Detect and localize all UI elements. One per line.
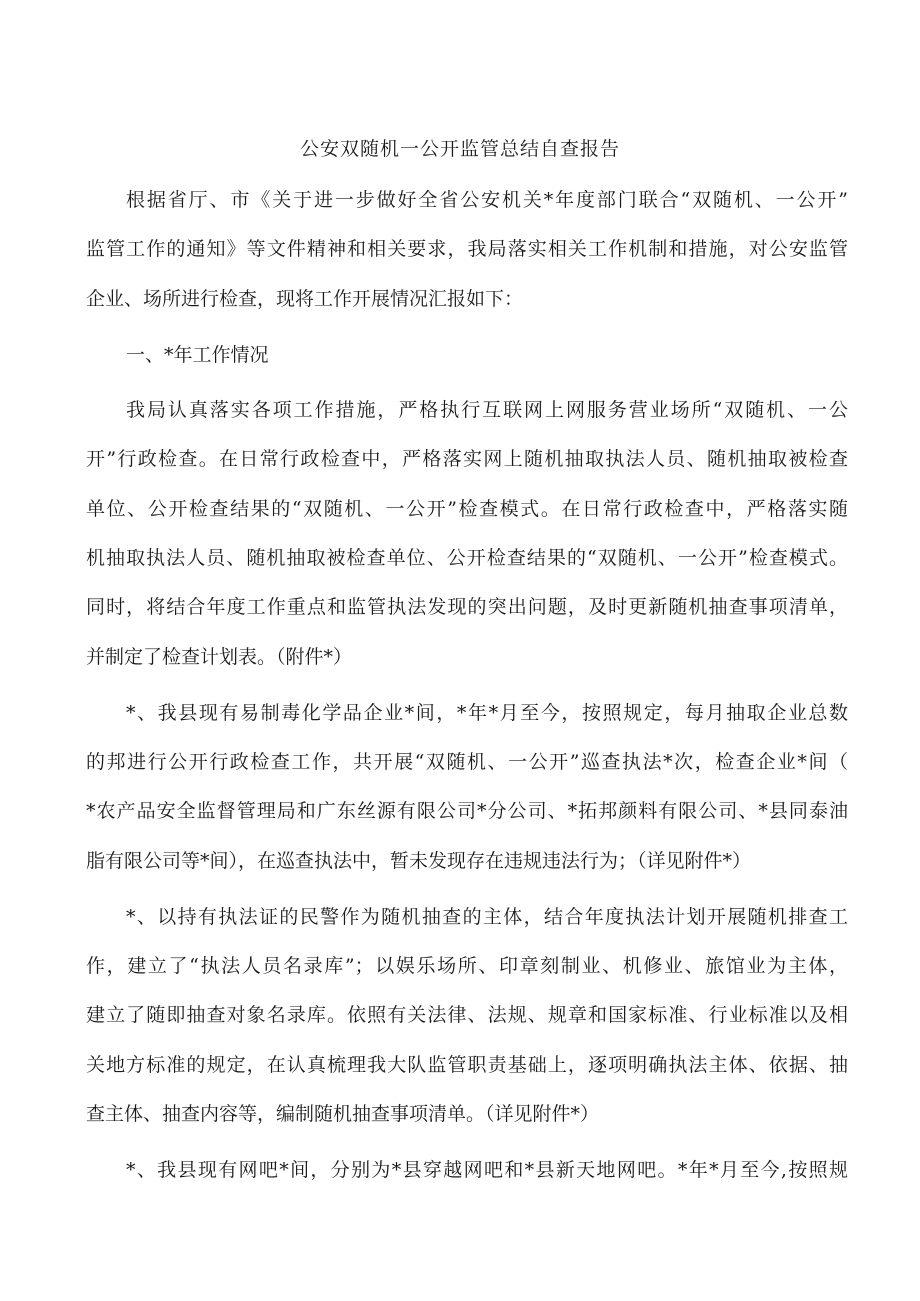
paragraph-3-line-2: 开”行政检查。在日常行政检查中，严格落实网上随机抽取执法人员、随机抽取被检查 xyxy=(86,448,848,470)
paragraph-3-line-4: 机抽取执法人员、随机抽取被检查单位、公开检查结果的“双随机、一公开”检查模式。 xyxy=(86,547,848,569)
paragraph-1-line-3: 企业、场所进行检查，现将工作开展情况汇报如下： xyxy=(86,288,524,310)
paragraph-3-line-1: 我局认真落实各项工作措施，严格执行互联网上网服务营业场所“双随机、一公 xyxy=(126,399,848,421)
paragraph-4-line-3: *农产品安全监督管理局和广东丝源有限公司*分公司、*拓邦颜料有限公司、*县同泰油 xyxy=(86,800,848,822)
paragraph-6-line-1: *、我县现有网吧*间，分别为*县穿越网吧和*县新天地网吧。*年*月至今,按照规 xyxy=(126,1159,848,1181)
paragraph-5-line-4: 关地方标准的规定，在认真梳理我大队监管职责基础上，逐项明确执法主体、依据、抽 xyxy=(86,1054,848,1076)
paragraph-5-line-1: *、以持有执法证的民警作为随机抽查的主体，结合年度执法计划开展随机排查工 xyxy=(126,906,848,928)
paragraph-5-line-5: 查主体、抽查内容等，编制随机抽查事项清单。（详见附件*） xyxy=(86,1103,600,1125)
paragraph-3-line-6: 并制定了检查计划表。（附件*） xyxy=(86,646,353,668)
paragraph-4-line-2: 的邦进行公开行政检查工作，共开展“双随机、一公开”巡查执法*次，检查企业*间（ xyxy=(86,751,848,773)
section-heading: 一、*年工作情况 xyxy=(126,344,269,366)
paragraph-1-line-2: 监管工作的通知》等文件精神和相关要求，我局落实相关工作机制和措施，对公安监管 xyxy=(86,238,848,260)
paragraph-4-line-4: 脂有限公司等*间），在巡查执法中，暂未发现存在违规违法行为；（详见附件*） xyxy=(86,850,752,872)
document-title: 公安双随机一公开监管总结自查报告 xyxy=(299,138,620,160)
paragraph-3-line-5: 同时，将结合年度工作重点和监管执法发现的突出问题，及时更新随机抽查事项清单， xyxy=(86,596,848,618)
paragraph-4-line-1: *、我县现有易制毒化学品企业*间，*年*月至今，按照规定，每月抽取企业总数 xyxy=(126,702,848,724)
paragraph-5-line-2: 作，建立了“执法人员名录库”；以娱乐场所、印章刻制业、机修业、旅馆业为主体， xyxy=(86,955,848,977)
paragraph-3-line-3: 单位、公开检查结果的“双随机、一公开”检查模式。在日常行政检查中，严格落实随 xyxy=(86,498,848,520)
paragraph-5-line-3: 建立了随即抽查对象名录库。依照有关法律、法规、规章和国家标准、行业标准以及相 xyxy=(86,1004,848,1026)
paragraph-1-line-1: 根据省厅、市《关于进一步做好全省公安机关*年度部门联合“双随机、一公开” xyxy=(126,189,848,211)
